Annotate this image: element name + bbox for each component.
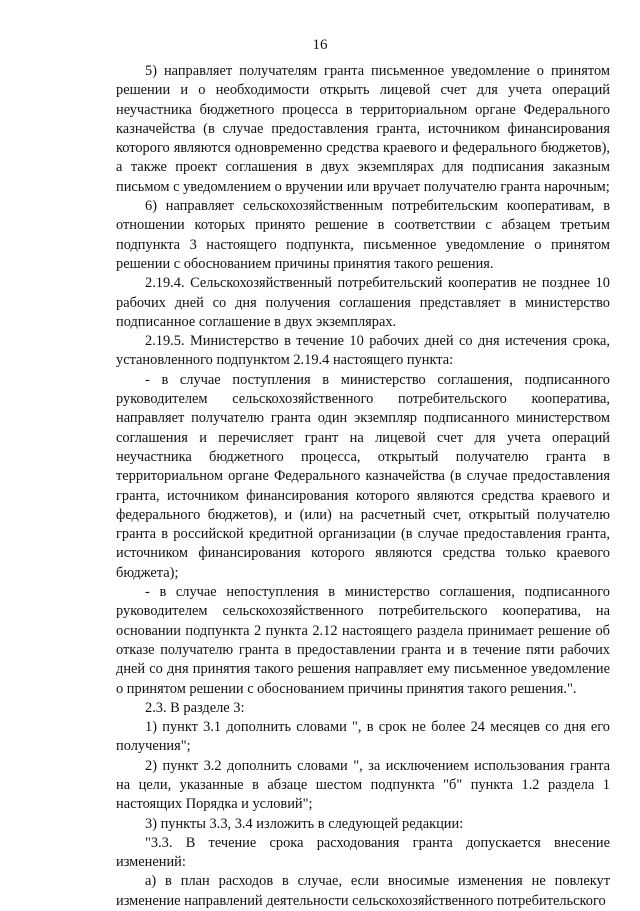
paragraph: 2.19.4. Сельскохозяйственный потребительский кооператив не позднее 10 рабочих дней со дня получения соглашения представляет в министерство подписанное соглашение в двух экземплярах. [116, 275, 610, 330]
paragraph: "3.3. В течение срока расходования гранта допускается внесение изменений: [116, 834, 610, 871]
paragraph: а) в план расходов в случае, если вносимые изменения не повлекут изменение направлений деятельности сельскохозяйственного потребительского [116, 873, 610, 909]
paragraph: - в случае поступления в министерство соглашения, подписанного руководителем сельскохозяйственного потребительского кооператива, направляет получателю гранта один экземпляр подписанного министерством соглашения и перечисляет грант на лицевой счет для учета операций неучастника бюджетного процесса, открытый получателю гранта в территориальном органе Федерального казначейства (в случае предоставления гранта, источником финансирования которого являются средства краевого и федерального бюджетов), и (или) на расчетный счет, открытый получателю гранта в российской кредитной организации (в случае предоставления гранта, источником финансирования которого являются средства только краевого бюджета); [116, 371, 610, 581]
paragraph: 6) направляет сельскохозяйственным потребительским кооперативам, в отношении которых принято решение в соответствии с абзацем третьим подпункта 3 настоящего подпункта, письменное уведомление о принятом решении с обоснованием причины принятия такого решения. [116, 198, 610, 272]
paragraph: 2) пункт 3.2 дополнить словами ", за исключением использования гранта на цели, указанные в абзаце шестом подпункта "б" пункта 1.2 раздела 1 настоящих Порядка и условий"; [116, 757, 610, 813]
paragraph: 3) пункты 3.3, 3.4 изложить в следующей редакции: [145, 815, 464, 832]
paragraph: 5) направляет получателям гранта письменное уведомление о принятом решении и о необходимости открыть лицевой счет для учета операций неучастника бюджетного процесса в территориальном органе Федерального казначейства (в случае предоставления гранта, источником финансирования которого являются одновременно средства краевого и федерального бюджетов), а также проект соглашения в двух экземплярах для подписания заказным письмом с уведомлением о вручении или вручает получателю гранта нарочным; [116, 63, 610, 195]
paragraph: - в случае непоступления в министерство соглашения, подписанного руководителем сельскохозяйственного потребительского кооператива, на основании подпункта 2 пункта 2.12 настоящего раздела принимает решение об отказе получателю гранта в предоставлении гранта и в течение пяти рабочих дней со дня принятия такого решения направляет ему письменное уведомление о принятом решении с обоснованием причины принятия такого решения.". [116, 584, 610, 697]
document-body [116, 62, 610, 911]
paragraph: 1) пункт 3.1 дополнить словами ", в срок не более 24 месяцев со дня его получения"; [116, 719, 610, 755]
page-number: 16 [312, 37, 328, 53]
paragraph: 2.19.5. Министерство в течение 10 рабочих дней со дня истечения срока, установленного подпунктом 2.19.4 настоящего пункта: [116, 333, 610, 369]
paragraph: 2.3. В разделе 3: [145, 699, 245, 716]
